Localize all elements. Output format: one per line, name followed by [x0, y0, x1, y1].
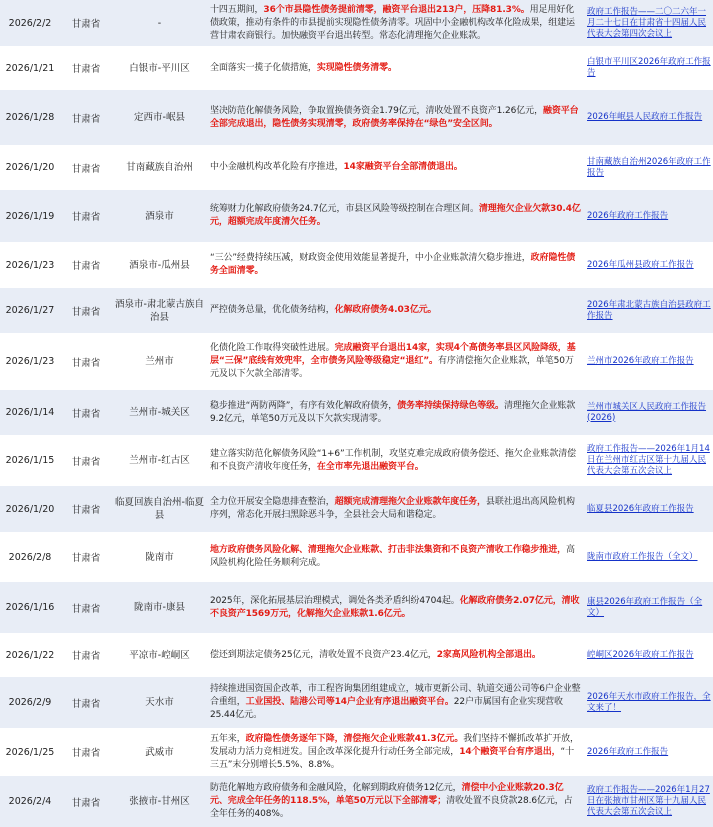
city-cell: 平凉市-崆峒区: [112, 633, 207, 677]
source-link[interactable]: 甘南藏族自治州2026年政府工作报告: [587, 156, 711, 178]
date-cell: 2026/1/23: [0, 242, 60, 288]
table-row: [0, 486, 713, 532]
content-text: 防范化解地方政府债务和金融风险，化解到期政府债务12亿元，: [210, 783, 462, 793]
table-row: [0, 0, 713, 46]
content-cell: [207, 390, 585, 435]
province-cell: 甘肃省: [60, 390, 112, 435]
source-cell: [585, 728, 713, 776]
date-cell: 2026/1/22: [0, 633, 60, 677]
date-cell: 2026/1/16: [0, 582, 60, 633]
content-text: 中小金融机构改革化险有序推进，: [210, 162, 344, 172]
highlight-text: 化解政府债务4.03亿元。: [334, 305, 437, 315]
date-cell: 2026/1/20: [0, 486, 60, 532]
content-text: 全面落实一揽子化债措施，: [210, 62, 317, 73]
date-cell: 2026/1/19: [0, 190, 60, 242]
province-cell: 甘肃省: [60, 46, 112, 90]
source-cell: [585, 532, 713, 582]
province-cell: 甘肃省: [60, 242, 112, 288]
content-text: 统筹财力化解政府债务24.7亿元，市县区风险等级控制在合理区间。: [210, 204, 479, 214]
content-cell: [207, 486, 585, 532]
date-cell: 2026/2/8: [0, 532, 60, 582]
source-link[interactable]: 2026年政府工作报告: [587, 746, 669, 757]
highlight-text: 实现隐性债务清零。: [316, 62, 397, 73]
city-cell: 陇南市-康县: [112, 582, 207, 633]
source-cell: [585, 242, 713, 288]
city-cell: 张掖市-甘州区: [112, 776, 207, 827]
table-row: [0, 633, 713, 677]
table-row: [0, 435, 713, 486]
date-cell: 2026/1/14: [0, 390, 60, 435]
content-cell: [207, 677, 585, 728]
source-cell: [585, 288, 713, 333]
content-cell: [207, 582, 585, 633]
source-cell: [585, 333, 713, 390]
table-row: [0, 390, 713, 435]
content-cell: [207, 145, 585, 190]
content-text: 五年来，: [210, 733, 246, 744]
table-row: [0, 728, 713, 776]
province-cell: 甘肃省: [60, 633, 112, 677]
content-cell: [207, 242, 585, 288]
source-cell: [585, 0, 713, 46]
date-cell: 2026/1/27: [0, 288, 60, 333]
highlight-text: 债务率持续保持绿色等级。: [397, 400, 504, 411]
date-cell: 2026/2/2: [0, 0, 60, 46]
table-row: [0, 333, 713, 390]
province-cell: 甘肃省: [60, 145, 112, 190]
province-cell: 甘肃省: [60, 776, 112, 827]
source-cell: [585, 390, 713, 435]
content-cell: [207, 435, 585, 486]
content-text: 2025年，深化拓展基层治理模式，调处各类矛盾纠纷4704起。: [210, 595, 460, 606]
highlight-text: 完成融资平台退出14家，实现4个高债务率县区风险降级，基层“三保”底线有效兜牢，全市债务风险等级稳定“退红”。: [210, 343, 576, 366]
source-link[interactable]: 2026年天水市政府工作报告，全文来了！: [587, 691, 711, 713]
content-cell: [207, 776, 585, 827]
content-cell: [207, 0, 585, 46]
highlight-text: 工业国投、陆港公司等14户企业有序退出融资平台。: [245, 697, 454, 707]
content-text: 我们坚持不懈抓改革扩开放，发展动力活力竞相迸发。国企改革深化提升行动任务全部完成，: [210, 733, 579, 757]
city-cell: 天水市: [112, 677, 207, 728]
source-link[interactable]: 政府工作报告——2026年1月14日在兰州市红古区第十九届人民代表大会第五次会议上: [587, 444, 710, 476]
source-link[interactable]: 政府工作报告——2026年1月27日在张掖市甘州区第十九届人民代表大会第五次会议上: [587, 785, 710, 817]
source-cell: [585, 435, 713, 486]
content-text: 持续推进国资国企改革，市工程咨询集团组建成立，城市更新公司、轨道交通公司等6户企业整合重组，: [210, 684, 581, 707]
city-cell: 白银市-平川区: [112, 46, 207, 90]
province-cell: 甘肃省: [60, 728, 112, 776]
highlight-text: 超额完成清理拖欠企业账款年度任务，: [334, 497, 486, 507]
content-cell: [207, 46, 585, 90]
highlight-text: 在全市率先退出融资平台。: [316, 461, 424, 472]
source-link[interactable]: 临夏县2026年政府工作报告: [587, 503, 694, 514]
date-cell: 2026/1/28: [0, 90, 60, 145]
date-cell: 2026/2/9: [0, 677, 60, 728]
source-link[interactable]: 政府工作报告——二〇二六年一月二十七日在甘肃省十四届人民代表大会第四次会议上: [587, 6, 707, 39]
date-cell: 2026/2/4: [0, 776, 60, 827]
content-text: 县联社退出高风险机构序列，常态化开展扫黑除恶斗争，全县社会大局和谐稳定。: [210, 497, 575, 520]
content-text: 稳步推进“两防两降”，有序有效化解政府债务，: [210, 400, 398, 411]
city-cell: 兰州市-红古区: [112, 435, 207, 486]
date-cell: 2026/1/23: [0, 333, 60, 390]
highlight-text: 政府隐性债务全面清零。: [210, 253, 576, 276]
city-cell: 酒泉市: [112, 190, 207, 242]
content-text: 清收处置不良贷款28.6亿元，占全年任务的408%。: [210, 796, 573, 819]
source-link[interactable]: 崆峒区2026年政府工作报告: [587, 649, 694, 660]
content-cell: [207, 532, 585, 582]
city-cell: 兰州市-城关区: [112, 390, 207, 435]
source-cell: [585, 633, 713, 677]
content-text: 清理拖欠企业账款9.2亿元，单笔50万元及以下欠款实现清零。: [210, 400, 576, 424]
source-link[interactable]: 2026年瓜州县政府工作报告: [587, 259, 694, 270]
city-cell: 酒泉市-瓜州县: [112, 242, 207, 288]
content-text: 有序清偿拖欠企业账款，单笔50万元及以下欠款全部清零。: [210, 356, 574, 379]
content-text: 严控债务总量，优化债务结构，: [210, 305, 335, 315]
province-cell: 甘肃省: [60, 677, 112, 728]
date-cell: 2026/1/15: [0, 435, 60, 486]
province-cell: 甘肃省: [60, 333, 112, 390]
source-link[interactable]: 2026年岷县人民政府工作报告: [587, 112, 703, 122]
content-cell: [207, 190, 585, 242]
source-cell: [585, 677, 713, 728]
table-row: [0, 582, 713, 633]
source-cell: [585, 582, 713, 633]
highlight-text: 14个融资平台有序退出，: [459, 746, 561, 757]
table-row: [0, 190, 713, 242]
table-row: [0, 145, 713, 190]
highlight-text: 化解政府债务2.07亿元，清收不良资产1569万元，化解拖欠企业账款1.6亿元。: [210, 595, 580, 619]
content-text: 全力位开展安全隐患排查整治，: [210, 497, 335, 507]
content-text: “十三五”末分别增长5.5%、8.8%。: [210, 746, 574, 770]
province-cell: 甘肃省: [60, 532, 112, 582]
city-cell: 武威市: [112, 728, 207, 776]
province-cell: 甘肃省: [60, 288, 112, 333]
source-cell: [585, 776, 713, 827]
table-row: [0, 677, 713, 728]
source-cell: [585, 46, 713, 90]
highlight-text: 地方政府债务风险化解、清理拖欠企业账款、打击非法集资和不良资产清收工作稳步推进，: [210, 545, 567, 555]
highlight-text: 14家融资平台全部清债退出。: [343, 162, 463, 172]
province-cell: 甘肃省: [60, 190, 112, 242]
content-text: 十四五期间，: [210, 4, 264, 15]
source-link[interactable]: 白银市平川区2026年政府工作报告: [587, 57, 711, 78]
table-row: [0, 90, 713, 145]
highlight-text: 政府隐性债务逐年下降，清偿拖欠企业账款41.3亿元。: [245, 733, 464, 744]
content-cell: [207, 728, 585, 776]
content-text: “三公”经费持续压减，财政资金使用效能显著提升，中小企业账款清欠稳步推进，: [210, 253, 531, 263]
province-cell: 甘肃省: [60, 582, 112, 633]
source-link[interactable]: 陇南市政府工作报告（全文）: [587, 551, 698, 562]
highlight-text: 清偿中小企业账款20.3亿元、完成全年任务的118.5%，单笔50万元以下全部清零；: [210, 783, 564, 806]
highlight-text: 36个市县隐性债务提前清零，融资平台退出213户，压降81.3%。: [263, 4, 530, 15]
province-cell: 甘肃省: [60, 435, 112, 486]
content-cell: [207, 633, 585, 677]
date-cell: 2026/1/25: [0, 728, 60, 776]
city-cell: -: [112, 0, 207, 46]
source-link[interactable]: 兰州市2026年政府工作报告: [587, 356, 694, 366]
source-cell: [585, 486, 713, 532]
province-cell: 甘肃省: [60, 0, 112, 46]
table-row: [0, 532, 713, 582]
source-link[interactable]: 康县2026年政府工作报告（全文）: [587, 596, 703, 618]
highlight-text: 2家高风险机构全部退出。: [436, 649, 541, 660]
city-cell: 酒泉市-肃北蒙古族自治县: [112, 288, 207, 333]
source-link[interactable]: 2026年肃北蒙古族自治县政府工作报告: [587, 299, 711, 321]
highlight-text: 融资平台全部完成退出，隐性债务实现清零，政府债务率保持在“绿色”安全区间。: [210, 105, 579, 129]
city-cell: 兰州市: [112, 333, 207, 390]
province-cell: 甘肃省: [60, 486, 112, 532]
content-text: 化债化险工作取得突破性进展。: [210, 343, 335, 353]
table-row: [0, 288, 713, 333]
highlight-text: 清理拖欠企业欠款30.4亿元，超额完成年度清欠任务。: [210, 204, 581, 227]
city-cell: 临夏回族自治州-临夏县: [112, 486, 207, 532]
table-row: [0, 46, 713, 90]
content-text: 高风险机构化险任务顺利完成。: [210, 545, 575, 568]
city-cell: 陇南市: [112, 532, 207, 582]
content-cell: [207, 288, 585, 333]
source-link[interactable]: 2026年政府工作报告: [587, 210, 669, 221]
content-cell: [207, 333, 585, 390]
city-cell: 甘南藏族自治州: [112, 145, 207, 190]
date-cell: 2026/1/20: [0, 145, 60, 190]
content-text: 坚决防范化解债务风险，争取置换债务资金1.79亿元，清收处置不良资产1.26亿元，: [210, 105, 543, 116]
source-cell: [585, 190, 713, 242]
source-cell: [585, 145, 713, 190]
content-text: 22户市属国有企业实现营收25.44亿元。: [210, 697, 563, 720]
city-cell: 定西市-岷县: [112, 90, 207, 145]
content-text: 用足用好化债政策，推动有条件的市县提前实现隐性债务清零。巩固中小金融机构改革化险成果，组建运营甘肃农商银行。加快融资平台退出转型。常态化清理拖欠企业账款。: [210, 4, 575, 41]
content-text: 偿还到期法定债务25亿元，清收处置不良资产23.4亿元，: [210, 649, 437, 660]
source-link[interactable]: 兰州市城关区人民政府工作报告(2026): [587, 401, 707, 423]
source-cell: [585, 90, 713, 145]
content-text: 建立落实防范化解债务风险“1+6”工作机制，攻坚克难完成政府债务偿还、拖欠企业账款清偿和不良资产清收年度任务，: [210, 448, 577, 472]
date-cell: 2026/1/21: [0, 46, 60, 90]
table-row: [0, 242, 713, 288]
table-row: [0, 776, 713, 827]
province-cell: 甘肃省: [60, 90, 112, 145]
content-cell: [207, 90, 585, 145]
